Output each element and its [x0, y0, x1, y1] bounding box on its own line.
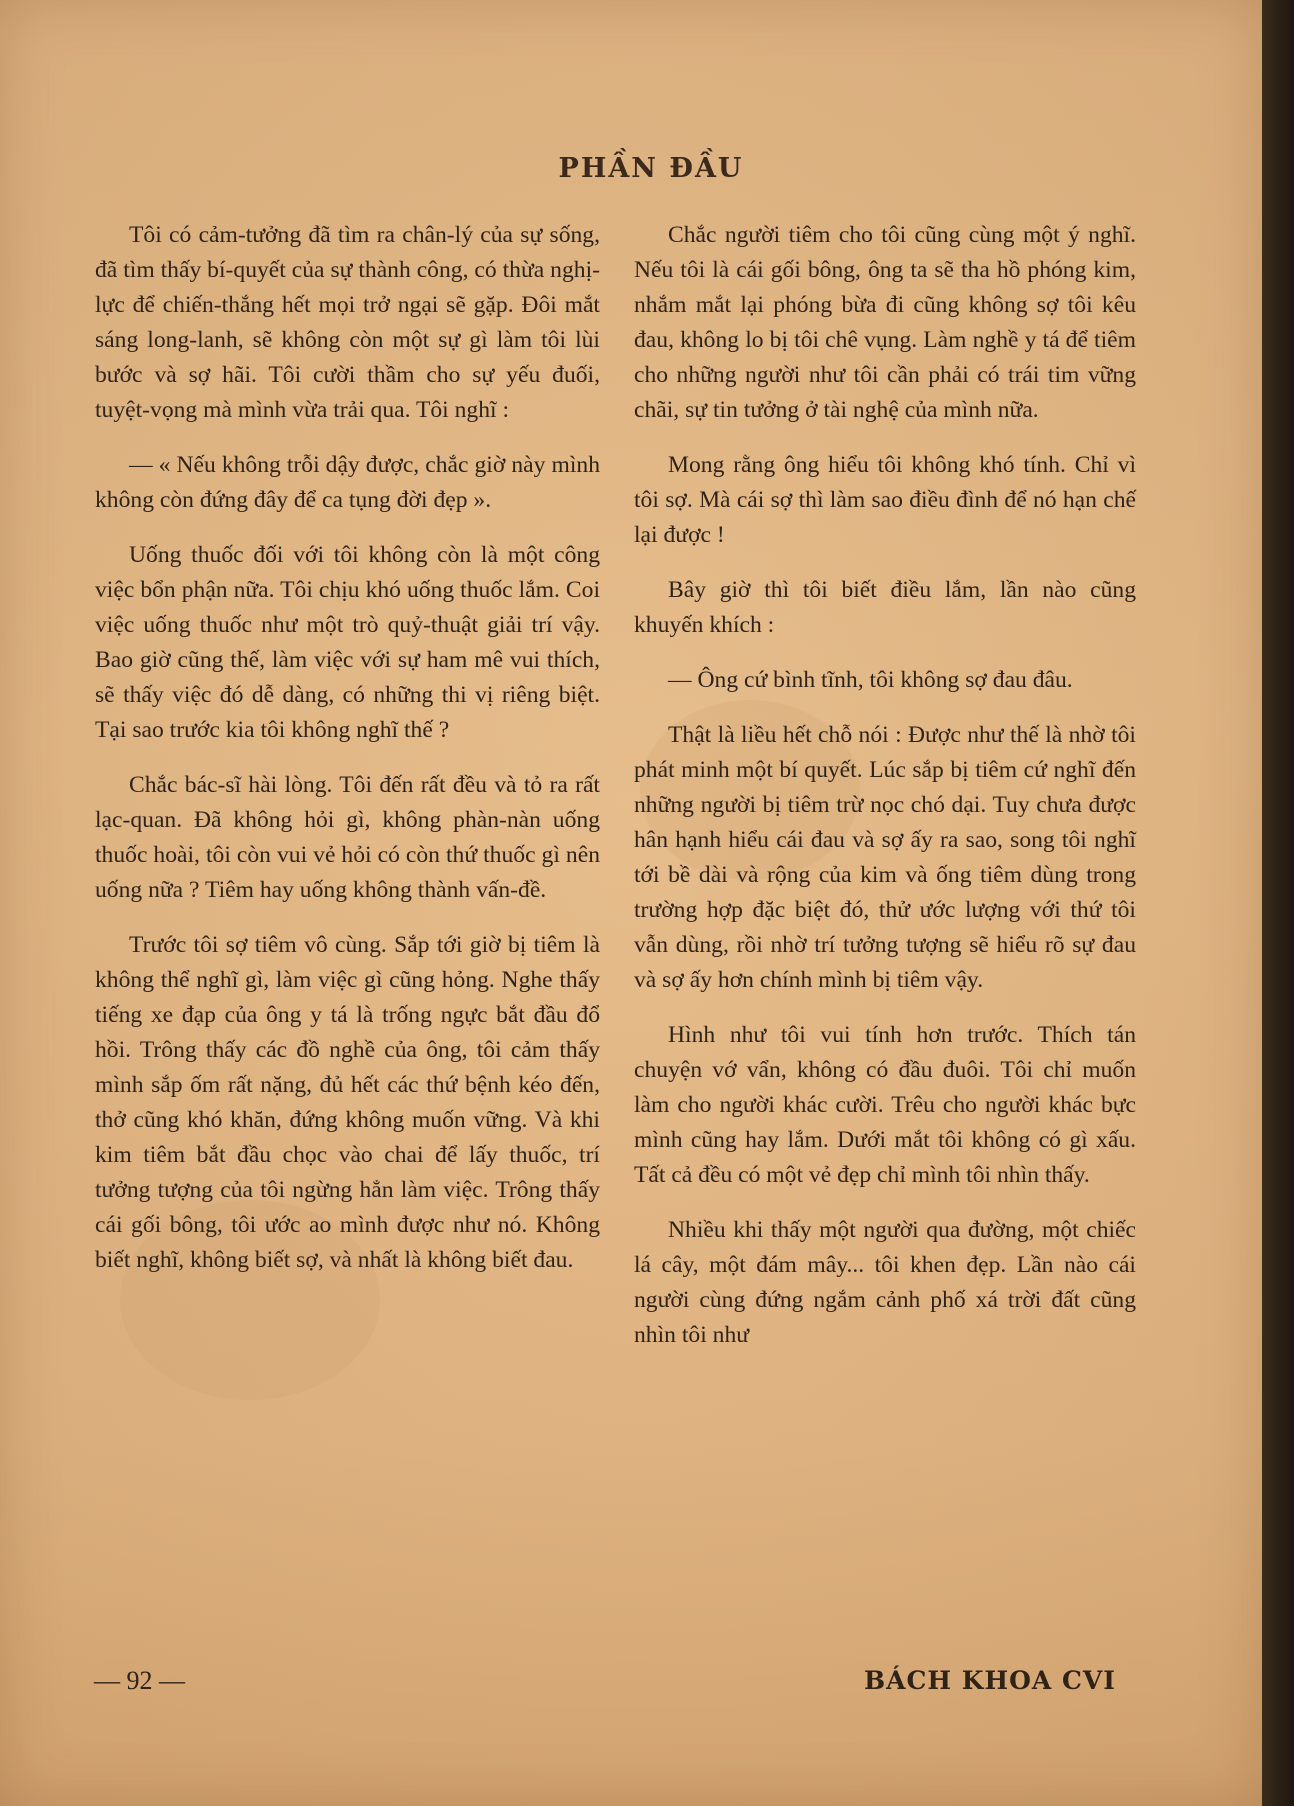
paragraph: Hình như tôi vui tính hơn trước. Thích tán chuyện vớ vẩn, không có đầu đuôi. Tôi chỉ muốn làm cho người khác cười. Trêu cho người khác bực mình cũng hay lắm. Dưới mắt tôi không có gì xấu. Tất cả đều có một vẻ đẹp chỉ mình tôi nhìn thấy.	[634, 1022, 1136, 1188]
page-number: — 92 —	[94, 1666, 185, 1695]
page-header	[0, 153, 1262, 184]
paragraph: Chắc bác-sĩ hài lòng. Tôi đến rất đều và tỏ ra rất lạc-quan. Đã không hỏi gì, không phàn-nàn uống thuốc hoài, tôi còn vui vẻ hỏi có còn thứ thuốc gì nên uống nữa ? Tiêm hay uống không thành vấn-đề.	[95, 772, 600, 903]
left-column	[95, 218, 600, 1298]
magazine-name: BÁCH KHOA CVI	[864, 1666, 1116, 1695]
paragraph: Mong rằng ông hiểu tôi không khó tính. Chỉ vì tôi sợ. Mà cái sợ thì làm sao điều đình để nó hạn chế lại được !	[634, 452, 1136, 548]
paragraph: Uống thuốc đối với tôi không còn là một công việc bổn phận nữa. Tôi chịu khó uống thuốc lắm. Coi việc uống thuốc như một trò quỷ-thuật giải trí vậy. Bao giờ cũng thế, làm việc với sự ham mê vui thích, sẽ thấy việc đó dễ dàng, có những thi vị riêng biệt. Tại sao trước kia tôi không nghĩ thế ?	[95, 542, 600, 743]
paragraph: — Ông cứ bình tĩnh, tôi không sợ đau đâu.	[668, 667, 1073, 693]
paragraph: Tôi có cảm-tưởng đã tìm ra chân-lý của sự sống, đã tìm thấy bí-quyết của sự thành công, có thừa nghị-lực để chiến-thắng hết mọi trở ngại sẽ gặp. Đôi mắt sáng long-lanh, sẽ không còn một sự gì làm tôi lùi bước và sợ hãi. Tôi cười thầm cho sự yếu đuối, tuyệt-vọng mà mình vừa trải qua. Tôi nghĩ :	[95, 222, 600, 423]
page-edge-shadow	[1262, 0, 1294, 1806]
right-column	[634, 218, 1136, 1373]
section-title: PHẦN ĐẦU	[558, 153, 744, 184]
paragraph: Chắc người tiêm cho tôi cũng cùng một ý nghĩ. Nếu tôi là cái gối bông, ông ta sẽ tha hồ phóng kim, nhắm mắt lại phóng bừa đi cũng không sợ tôi kêu đau, không lo bị tôi chê vụng. Làm nghề y tá để tiêm cho những người như tôi cần phải có trái tim vững chãi, sự tin tưởng ở tài nghệ của mình nữa.	[634, 222, 1136, 423]
paragraph: Thật là liều hết chỗ nói : Được như thế là nhờ tôi phát minh một bí quyết. Lúc sắp bị tiêm cứ nghĩ đến những người bị tiêm trừ nọc chó dại. Tuy chưa được hân hạnh hiểu cái đau và sợ ấy ra sao, song tôi nghĩ tới bề dài và rộng của kim và ống tiêm dùng trong trường hợp đặc biệt đó, thử ước lượng với thứ tôi vẫn dùng, rồi nhờ trí tưởng tượng sẽ hiểu rõ sự đau và sợ ấy hơn chính mình bị tiêm vậy.	[634, 722, 1136, 993]
paragraph: Bây giờ thì tôi biết điều lắm, lần nào cũng khuyến khích :	[634, 577, 1136, 638]
paragraph: Trước tôi sợ tiêm vô cùng. Sắp tới giờ bị tiêm là không thể nghĩ gì, làm việc gì cũng hỏng. Nghe thấy tiếng xe đạp của ông y tá là trống ngực bắt đầu đổ hồi. Trông thấy các đồ nghề của ông, tôi cảm thấy mình sắp ốm rất nặng, đủ hết các thứ bệnh kéo đến, thở cũng khó khăn, đứng không muốn vững. Và khi kim tiêm bắt đầu chọc vào chai để lấy thuốc, trí tưởng tượng của tôi ngừng hẳn làm việc. Trông thấy cái gối bông, tôi ước ao mình được như nó. Không biết nghĩ, không biết sợ, và nhất là không biết đau.	[95, 932, 600, 1273]
paragraph: — « Nếu không trỗi dậy được, chắc giờ này mình không còn đứng đây để ca tụng đời đẹp ».	[95, 452, 600, 513]
paragraph: Nhiều khi thấy một người qua đường, một chiếc lá cây, một đám mây... tôi khen đẹp. Lần nào cái người cùng đứng ngắm cảnh phố xá trời đất cũng nhìn tôi như	[634, 1217, 1136, 1348]
